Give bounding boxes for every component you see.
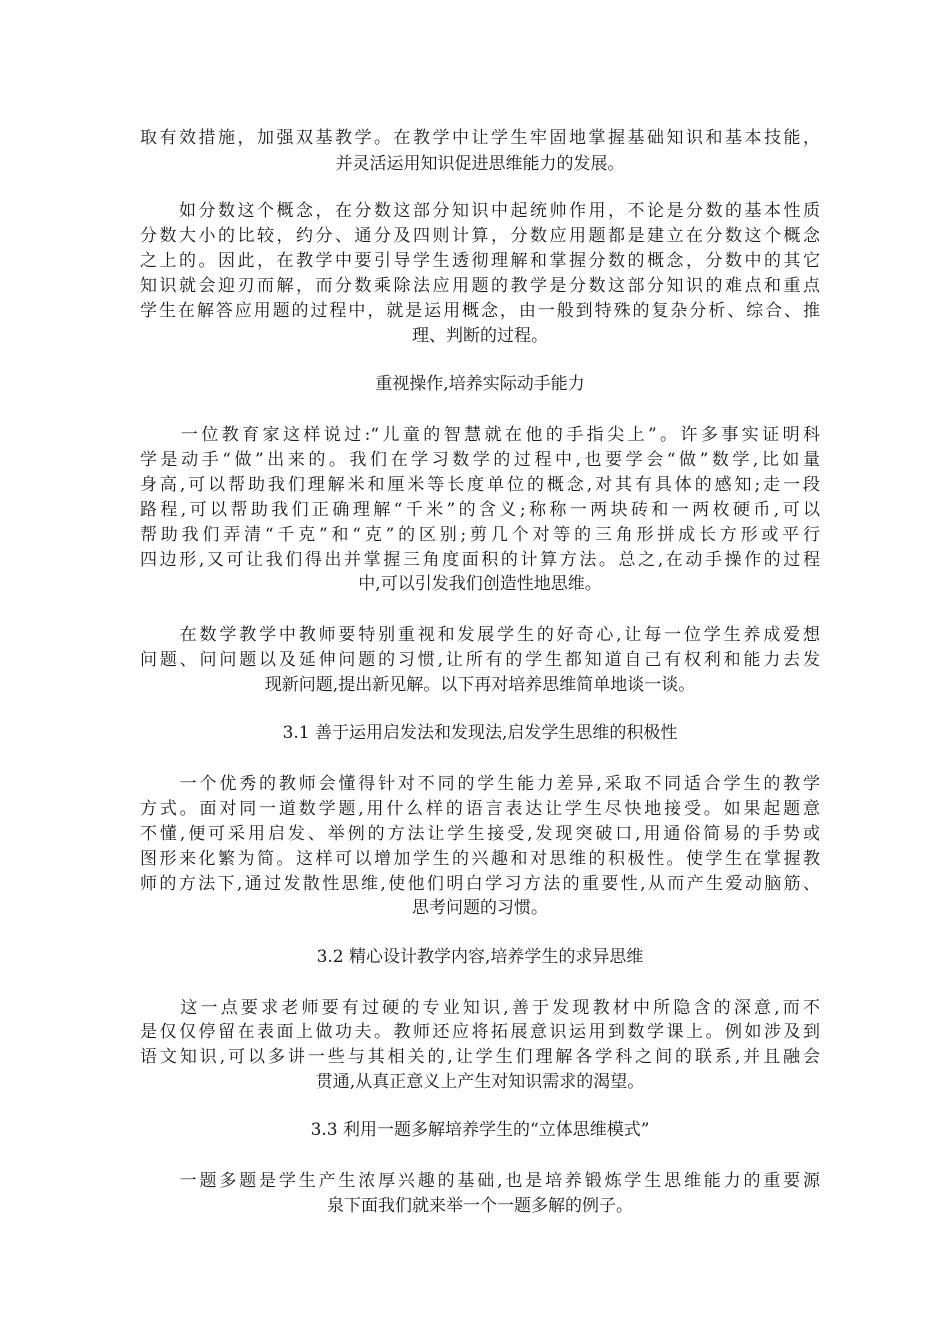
paragraph-line: 方式。面对同一道数学题,用什么样的语言表达让学生尽快地接受。如果起题意	[140, 799, 820, 819]
paragraph-line: 之上的。因此，在教学中要引导学生透彻理解和掌握分数的概念，分数中的其它	[140, 251, 820, 271]
paragraph-line: 分数大小的比较，约分、通分及四则计算，分数应用题都是建立在分数这个概念	[140, 226, 820, 246]
paragraph-line: 一个优秀的教师会懂得针对不同的学生能力差异,采取不同适合学生的教学	[140, 774, 820, 794]
paragraph-line: 图形来化繁为简。这样可以增加学生的兴趣和对思维的积极性。使学生在掌握教	[140, 849, 820, 869]
paragraph-line: 现新问题,提出新见解。以下再对培养思维简单地谈一谈。	[264, 675, 696, 695]
paragraph-line: 四边形,又可让我们得出并掌握三角度面积的计算方法。总之,在动手操作的过程	[140, 550, 820, 570]
paragraph-line: 身高,可以帮助我们理解米和厘米等长度单位的概念,对其有具体的感知;走一段	[140, 475, 820, 495]
paragraph-line: 知识就会迎刃而解，而分数乘除法应用题的教学是分数这部分知识的难点和重点	[140, 276, 820, 296]
paragraph-line: 泉下面我们就来举一个一题多解的例子。	[327, 1196, 633, 1216]
paragraph-line: 如分数这个概念，在分数这部分知识中起统帅作用，不论是分数的基本性质	[140, 201, 820, 221]
section-heading: 重视操作,培养实际动手能力	[375, 374, 585, 394]
paragraph-line: 这一点要求老师要有过硬的专业知识,善于发现教材中所隐含的深意,而不	[140, 998, 820, 1018]
paragraph-line: 理、判断的过程。	[412, 326, 548, 346]
paragraph-line: 师的方法下,通过发散性思维,使他们明白学习方法的重要性,从而产生爱动脑筋、	[140, 874, 820, 894]
paragraph-line: 中,可以引发我们创造性地思维。	[358, 574, 602, 594]
paragraph-line: 并灵活运用知识促进思维能力的发展。	[335, 154, 625, 174]
paragraph-line: 是仅仅停留在表面上做功夫。教师还应将拓展意识运用到数学课上。例如涉及到	[140, 1022, 820, 1042]
paragraph-line: 语文知识,可以多讲一些与其相关的,让学生们理解各学科之间的联系,并且融会	[140, 1047, 820, 1067]
paragraph-line: 学是动手“做”出来的。我们在学习数学的过程中,也要学会“做”数学,比如量	[140, 450, 820, 470]
section-heading: 3.3 利用一题多解培养学生的“立体思维模式”	[310, 1120, 650, 1140]
paragraph-line: 问题、问问题以及延伸问题的习惯,让所有的学生都知道自己有权利和能力去发	[140, 650, 820, 670]
paragraph-line: 贯通,从真正意义上产生对知识需求的渴望。	[315, 1072, 645, 1092]
paragraph-line: 一位教育家这样说过:“儿童的智慧就在他的手指尖上”。许多事实证明科	[140, 425, 820, 445]
paragraph-line: 不懂,便可采用启发、举例的方法让学生接受,发现突破口,用通俗简易的手势或	[140, 824, 820, 844]
paragraph-line: 取有效措施，加强双基教学。在教学中让学生牢固地掌握基础知识和基本技能，	[140, 128, 820, 148]
paragraph-line: 学生在解答应用题的过程中，就是运用概念，由一般到特殊的复杂分析、综合、推	[140, 301, 820, 321]
paragraph-line: 在数学教学中教师要特别重视和发展学生的好奇心,让每一位学生养成爱想	[140, 625, 820, 645]
paragraph-line: 路程,可以帮助我们正确理解“千米”的含义;称称一两块砖和一两枚硬币,可以	[140, 500, 820, 520]
section-heading: 3.1 善于运用启发法和发现法,启发学生思维的积极性	[282, 723, 678, 743]
paragraph-line: 帮助我们弄清“千克”和“克”的区别;剪几个对等的三角形拼成长方形或平行	[140, 525, 820, 545]
section-heading: 3.2 精心设计教学内容,培养学生的求异思维	[316, 947, 644, 967]
paragraph-line: 一题多题是学生产生浓厚兴趣的基础,也是培养锻炼学生思维能力的重要源	[140, 1171, 820, 1191]
paragraph-line: 思考问题的习惯。	[412, 898, 548, 918]
